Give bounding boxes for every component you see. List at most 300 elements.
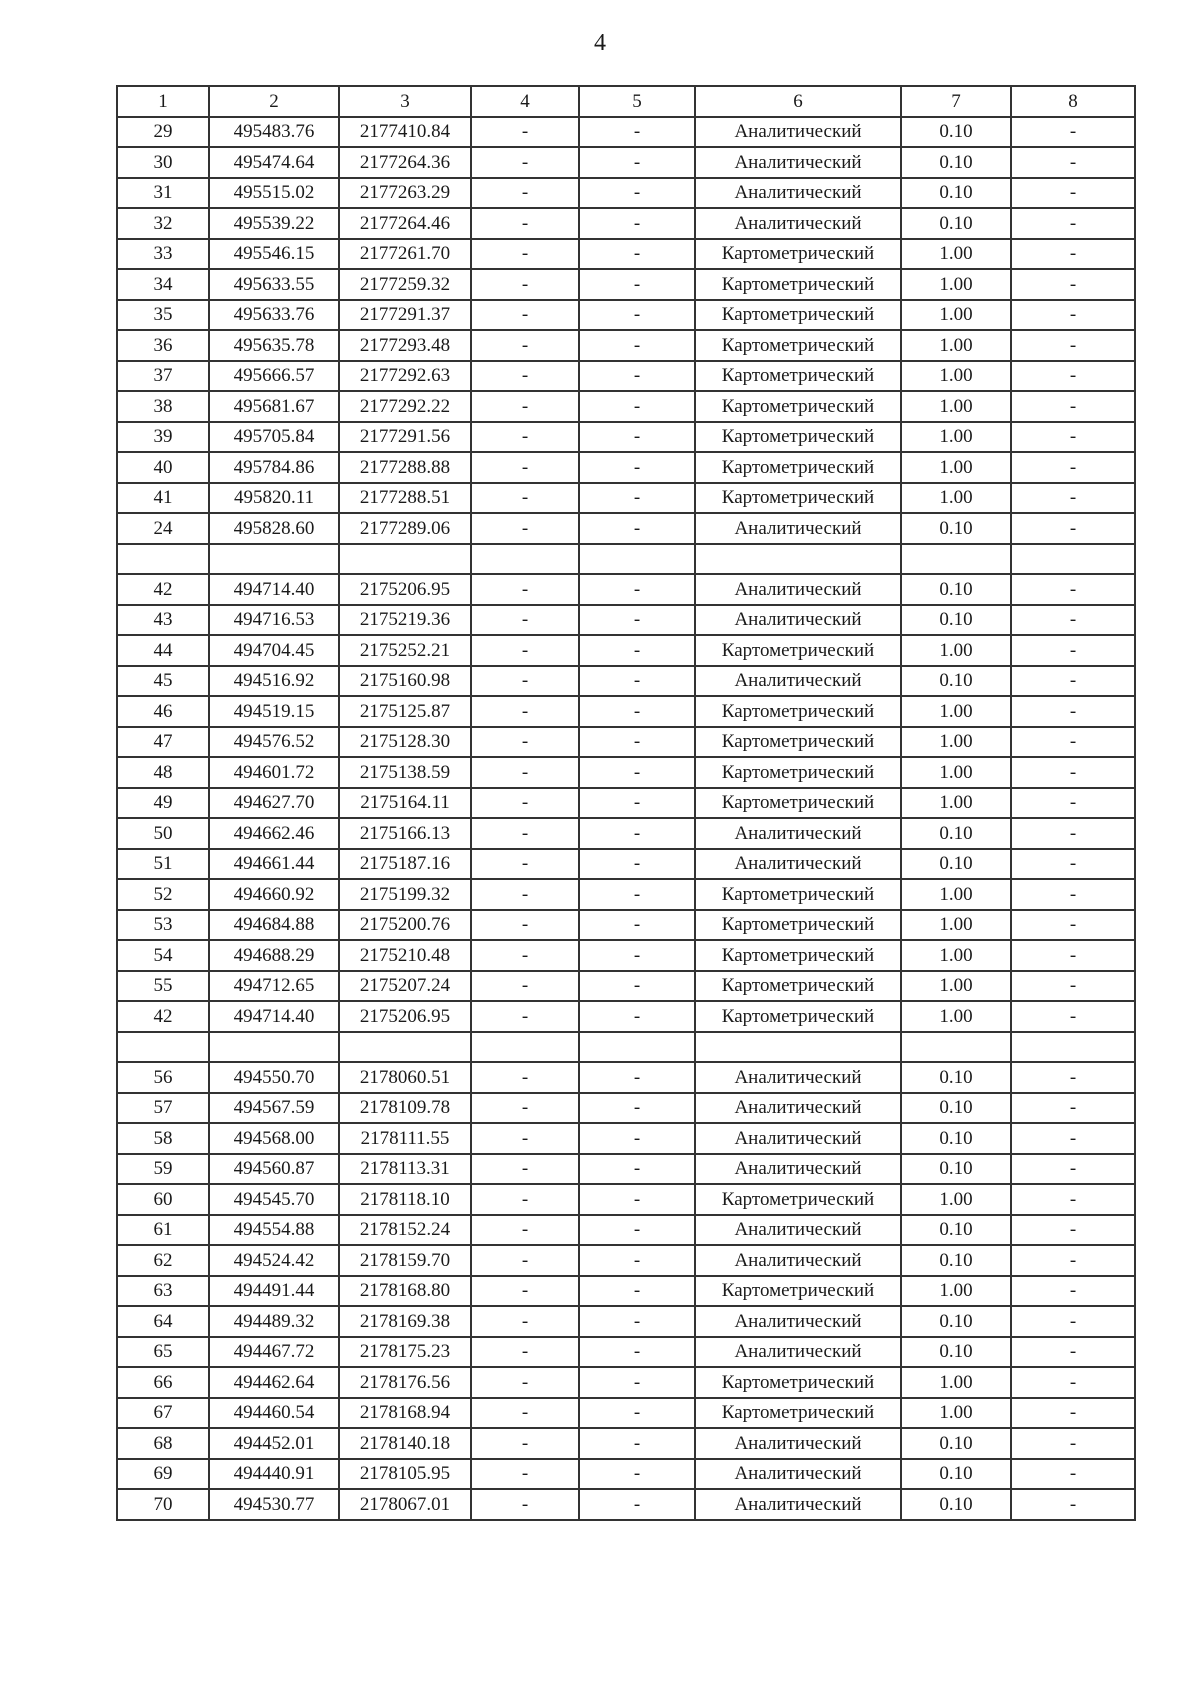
table-cell: 1.00 bbox=[901, 300, 1011, 331]
table-cell: 57 bbox=[117, 1093, 209, 1124]
table-cell: 495474.64 bbox=[209, 147, 339, 178]
table-cell: Аналитический bbox=[695, 666, 901, 697]
table-cell: - bbox=[579, 940, 695, 971]
table-cell: - bbox=[579, 1367, 695, 1398]
table-cell: 2178168.94 bbox=[339, 1398, 471, 1429]
table-cell: Картометрический bbox=[695, 452, 901, 483]
table-cell: - bbox=[471, 1062, 579, 1093]
table-cell: 0.10 bbox=[901, 1062, 1011, 1093]
table-cell bbox=[471, 544, 579, 575]
table-cell: - bbox=[1011, 1306, 1135, 1337]
table-cell: 1.00 bbox=[901, 971, 1011, 1002]
table-cell bbox=[209, 544, 339, 575]
table-cell: 40 bbox=[117, 452, 209, 483]
table-cell: 494684.88 bbox=[209, 910, 339, 941]
table-cell: 495633.55 bbox=[209, 269, 339, 300]
table-cell: 1.00 bbox=[901, 879, 1011, 910]
table-cell: 494452.01 bbox=[209, 1428, 339, 1459]
table-cell: - bbox=[471, 757, 579, 788]
table-row bbox=[117, 452, 1135, 483]
table-cell: - bbox=[579, 239, 695, 270]
table-cell: - bbox=[471, 635, 579, 666]
table-cell: - bbox=[471, 239, 579, 270]
table-row bbox=[117, 330, 1135, 361]
column-header: 2 bbox=[209, 86, 339, 117]
table-cell: 0.10 bbox=[901, 574, 1011, 605]
table-cell: 2175206.95 bbox=[339, 1001, 471, 1032]
table-cell: Картометрический bbox=[695, 239, 901, 270]
table-cell: - bbox=[1011, 1489, 1135, 1520]
table-cell: 44 bbox=[117, 635, 209, 666]
table-row bbox=[117, 788, 1135, 819]
table-cell: 494567.59 bbox=[209, 1093, 339, 1124]
table-row bbox=[117, 1276, 1135, 1307]
table-cell: 2178105.95 bbox=[339, 1459, 471, 1490]
table-row bbox=[117, 117, 1135, 148]
table-row bbox=[117, 1093, 1135, 1124]
table-cell bbox=[117, 544, 209, 575]
table-cell: 2175206.95 bbox=[339, 574, 471, 605]
table-cell: - bbox=[1011, 1459, 1135, 1490]
table-cell: 70 bbox=[117, 1489, 209, 1520]
table-cell: 0.10 bbox=[901, 849, 1011, 880]
table-cell: Картометрический bbox=[695, 330, 901, 361]
table-cell: 2178109.78 bbox=[339, 1093, 471, 1124]
table-cell: 1.00 bbox=[901, 1367, 1011, 1398]
table-cell: 495820.11 bbox=[209, 483, 339, 514]
table-cell: - bbox=[471, 1276, 579, 1307]
column-header: 4 bbox=[471, 86, 579, 117]
table-cell: 2177264.46 bbox=[339, 208, 471, 239]
table-cell: - bbox=[471, 1154, 579, 1185]
table-cell: - bbox=[1011, 208, 1135, 239]
table-cell: - bbox=[471, 178, 579, 209]
table-cell: 0.10 bbox=[901, 1306, 1011, 1337]
table-cell: Картометрический bbox=[695, 788, 901, 819]
table-header-row bbox=[117, 86, 1135, 117]
table-cell: 45 bbox=[117, 666, 209, 697]
table-cell: 2175125.87 bbox=[339, 696, 471, 727]
table-cell: Картометрический bbox=[695, 971, 901, 1002]
table-cell: 2178175.23 bbox=[339, 1337, 471, 1368]
table-cell: Картометрический bbox=[695, 1276, 901, 1307]
table-cell: - bbox=[471, 971, 579, 1002]
table-cell: 494661.44 bbox=[209, 849, 339, 880]
table-cell: 1.00 bbox=[901, 361, 1011, 392]
table-cell: 1.00 bbox=[901, 910, 1011, 941]
column-header: 6 bbox=[695, 86, 901, 117]
table-cell: 62 bbox=[117, 1245, 209, 1276]
table-row bbox=[117, 147, 1135, 178]
table-cell: 2175164.11 bbox=[339, 788, 471, 819]
table-cell: Аналитический bbox=[695, 1306, 901, 1337]
table-cell: Аналитический bbox=[695, 1215, 901, 1246]
table-cell: 33 bbox=[117, 239, 209, 270]
table-cell: 1.00 bbox=[901, 422, 1011, 453]
table-cell: 494530.77 bbox=[209, 1489, 339, 1520]
table-cell: - bbox=[579, 178, 695, 209]
table-cell: 494440.91 bbox=[209, 1459, 339, 1490]
table-cell: 495483.76 bbox=[209, 117, 339, 148]
table-cell: 2175200.76 bbox=[339, 910, 471, 941]
table-cell: Аналитический bbox=[695, 513, 901, 544]
table-row bbox=[117, 544, 1135, 575]
table-cell: 38 bbox=[117, 391, 209, 422]
table-cell: 495515.02 bbox=[209, 178, 339, 209]
table-row bbox=[117, 1245, 1135, 1276]
table-cell bbox=[901, 544, 1011, 575]
table-cell: 43 bbox=[117, 605, 209, 636]
table-cell: 2175210.48 bbox=[339, 940, 471, 971]
table-row bbox=[117, 391, 1135, 422]
table-cell: 2177289.06 bbox=[339, 513, 471, 544]
table-cell: 0.10 bbox=[901, 818, 1011, 849]
table-cell: 1.00 bbox=[901, 635, 1011, 666]
table-cell: 2175252.21 bbox=[339, 635, 471, 666]
table-cell: - bbox=[471, 1093, 579, 1124]
table-cell: - bbox=[1011, 1123, 1135, 1154]
table-row bbox=[117, 696, 1135, 727]
table-row bbox=[117, 910, 1135, 941]
table-cell: - bbox=[471, 1123, 579, 1154]
table-cell: Аналитический bbox=[695, 1093, 901, 1124]
table-cell: - bbox=[471, 422, 579, 453]
table-cell: 2177288.88 bbox=[339, 452, 471, 483]
table-row bbox=[117, 361, 1135, 392]
table-cell: Аналитический bbox=[695, 1123, 901, 1154]
table-cell: - bbox=[579, 605, 695, 636]
table-cell: - bbox=[471, 727, 579, 758]
table-cell: 1.00 bbox=[901, 727, 1011, 758]
table-cell: - bbox=[579, 1459, 695, 1490]
table-row bbox=[117, 513, 1135, 544]
table-row bbox=[117, 1123, 1135, 1154]
table-cell: Картометрический bbox=[695, 422, 901, 453]
table-cell: 2177288.51 bbox=[339, 483, 471, 514]
table-cell: Картометрический bbox=[695, 696, 901, 727]
table-cell: - bbox=[579, 1489, 695, 1520]
table-row bbox=[117, 574, 1135, 605]
table-row bbox=[117, 879, 1135, 910]
table-cell: - bbox=[579, 422, 695, 453]
table-cell: - bbox=[1011, 483, 1135, 514]
table-cell: 2178118.10 bbox=[339, 1184, 471, 1215]
table-cell: - bbox=[1011, 1398, 1135, 1429]
table-cell: - bbox=[579, 818, 695, 849]
table-cell: Картометрический bbox=[695, 1001, 901, 1032]
table-cell: - bbox=[471, 1001, 579, 1032]
table-row bbox=[117, 818, 1135, 849]
table-cell: 495666.57 bbox=[209, 361, 339, 392]
table-cell: 2178067.01 bbox=[339, 1489, 471, 1520]
table-cell: 2178060.51 bbox=[339, 1062, 471, 1093]
table-cell: Картометрический bbox=[695, 910, 901, 941]
table-cell: 32 bbox=[117, 208, 209, 239]
table-cell: 495784.86 bbox=[209, 452, 339, 483]
table-cell: 34 bbox=[117, 269, 209, 300]
table-cell: 1.00 bbox=[901, 788, 1011, 819]
column-header: 8 bbox=[1011, 86, 1135, 117]
table-cell: Картометрический bbox=[695, 940, 901, 971]
table-cell: Картометрический bbox=[695, 300, 901, 331]
table-cell: Картометрический bbox=[695, 361, 901, 392]
table-cell: 2177264.36 bbox=[339, 147, 471, 178]
table-cell bbox=[471, 1032, 579, 1063]
table-cell: 1.00 bbox=[901, 391, 1011, 422]
table-cell: 2175138.59 bbox=[339, 757, 471, 788]
table-cell: 1.00 bbox=[901, 483, 1011, 514]
table-cell: - bbox=[471, 330, 579, 361]
table-cell: - bbox=[471, 483, 579, 514]
table-cell: 2175166.13 bbox=[339, 818, 471, 849]
table-cell: 67 bbox=[117, 1398, 209, 1429]
table-cell: Аналитический bbox=[695, 605, 901, 636]
table-cell: - bbox=[579, 1428, 695, 1459]
table-cell: - bbox=[471, 1306, 579, 1337]
table-cell: - bbox=[471, 605, 579, 636]
table-cell: - bbox=[1011, 239, 1135, 270]
table-cell: - bbox=[579, 727, 695, 758]
table-row bbox=[117, 1367, 1135, 1398]
column-header: 5 bbox=[579, 86, 695, 117]
table-cell: Аналитический bbox=[695, 818, 901, 849]
table-cell: 49 bbox=[117, 788, 209, 819]
table-cell: - bbox=[1011, 117, 1135, 148]
table-cell bbox=[209, 1032, 339, 1063]
table-cell: 37 bbox=[117, 361, 209, 392]
table-cell: - bbox=[471, 696, 579, 727]
table-cell: 53 bbox=[117, 910, 209, 941]
table-cell: 495635.78 bbox=[209, 330, 339, 361]
table-cell: - bbox=[471, 513, 579, 544]
table-cell: Картометрический bbox=[695, 483, 901, 514]
table-cell: Картометрический bbox=[695, 1398, 901, 1429]
table-cell: Аналитический bbox=[695, 1154, 901, 1185]
table-cell: - bbox=[579, 147, 695, 178]
table-cell: Картометрический bbox=[695, 757, 901, 788]
table-row bbox=[117, 757, 1135, 788]
table-cell: - bbox=[1011, 1062, 1135, 1093]
table-cell: - bbox=[471, 1428, 579, 1459]
table-cell: 1.00 bbox=[901, 330, 1011, 361]
table-cell: 494516.92 bbox=[209, 666, 339, 697]
table-cell: 494627.70 bbox=[209, 788, 339, 819]
table-cell: 52 bbox=[117, 879, 209, 910]
table-cell: - bbox=[579, 361, 695, 392]
table-cell: - bbox=[1011, 757, 1135, 788]
table-cell: 494519.15 bbox=[209, 696, 339, 727]
table-cell: - bbox=[579, 1245, 695, 1276]
table-cell: - bbox=[1011, 727, 1135, 758]
table-cell bbox=[1011, 544, 1135, 575]
table-row bbox=[117, 1428, 1135, 1459]
table-cell: - bbox=[1011, 391, 1135, 422]
table-cell: 2178168.80 bbox=[339, 1276, 471, 1307]
table-cell: 41 bbox=[117, 483, 209, 514]
table-cell: - bbox=[1011, 635, 1135, 666]
table-cell: Аналитический bbox=[695, 178, 901, 209]
column-header: 1 bbox=[117, 86, 209, 117]
table-cell: 2177410.84 bbox=[339, 117, 471, 148]
table-cell: - bbox=[471, 940, 579, 971]
table-cell bbox=[695, 544, 901, 575]
table-cell: - bbox=[471, 910, 579, 941]
table-cell: 494550.70 bbox=[209, 1062, 339, 1093]
table-cell: - bbox=[1011, 269, 1135, 300]
table-cell: 2177259.32 bbox=[339, 269, 471, 300]
table-cell: - bbox=[1011, 178, 1135, 209]
table-cell: - bbox=[579, 849, 695, 880]
table-cell: - bbox=[1011, 666, 1135, 697]
table-row bbox=[117, 1032, 1135, 1063]
table-cell: 64 bbox=[117, 1306, 209, 1337]
table-cell: - bbox=[579, 1123, 695, 1154]
table-cell: 2175187.16 bbox=[339, 849, 471, 880]
table-cell: 55 bbox=[117, 971, 209, 1002]
table-row bbox=[117, 1154, 1135, 1185]
table-cell: - bbox=[1011, 330, 1135, 361]
table-cell: - bbox=[579, 574, 695, 605]
table-cell: 494560.87 bbox=[209, 1154, 339, 1185]
table-cell: 69 bbox=[117, 1459, 209, 1490]
table-cell: 65 bbox=[117, 1337, 209, 1368]
table-cell: Аналитический bbox=[695, 574, 901, 605]
table-row bbox=[117, 1337, 1135, 1368]
table-cell bbox=[579, 544, 695, 575]
table-cell: - bbox=[471, 1337, 579, 1368]
table-cell: 0.10 bbox=[901, 1337, 1011, 1368]
table-cell: - bbox=[1011, 879, 1135, 910]
table-cell: - bbox=[579, 269, 695, 300]
table-cell: 0.10 bbox=[901, 208, 1011, 239]
table-cell: 0.10 bbox=[901, 666, 1011, 697]
table-cell: Картометрический bbox=[695, 391, 901, 422]
table-cell: 24 bbox=[117, 513, 209, 544]
table-cell: 0.10 bbox=[901, 1123, 1011, 1154]
table-cell: 59 bbox=[117, 1154, 209, 1185]
table-cell: - bbox=[1011, 940, 1135, 971]
table-cell: - bbox=[579, 391, 695, 422]
table-cell: 1.00 bbox=[901, 269, 1011, 300]
table-cell: 68 bbox=[117, 1428, 209, 1459]
table-cell: - bbox=[579, 971, 695, 1002]
table-cell: - bbox=[471, 452, 579, 483]
table-row bbox=[117, 940, 1135, 971]
table-cell: 0.10 bbox=[901, 605, 1011, 636]
table-cell: 0.10 bbox=[901, 1428, 1011, 1459]
table-cell: 1.00 bbox=[901, 757, 1011, 788]
table-cell: - bbox=[471, 1489, 579, 1520]
table-cell: - bbox=[471, 147, 579, 178]
table-cell: - bbox=[471, 1459, 579, 1490]
table-cell: 0.10 bbox=[901, 1489, 1011, 1520]
table-cell: - bbox=[1011, 1367, 1135, 1398]
table-cell: - bbox=[1011, 818, 1135, 849]
table-cell: - bbox=[1011, 147, 1135, 178]
table-cell: Аналитический bbox=[695, 147, 901, 178]
table-cell: - bbox=[471, 391, 579, 422]
table-cell: - bbox=[471, 361, 579, 392]
table-cell: - bbox=[1011, 1337, 1135, 1368]
table-cell: - bbox=[579, 1062, 695, 1093]
table-cell: - bbox=[579, 1184, 695, 1215]
table-row bbox=[117, 178, 1135, 209]
table-cell bbox=[901, 1032, 1011, 1063]
table-row bbox=[117, 269, 1135, 300]
table-cell: 494688.29 bbox=[209, 940, 339, 971]
table-cell: 494462.64 bbox=[209, 1367, 339, 1398]
table-cell: - bbox=[579, 330, 695, 361]
table-cell: 48 bbox=[117, 757, 209, 788]
table-cell: - bbox=[1011, 1184, 1135, 1215]
table-cell: 495705.84 bbox=[209, 422, 339, 453]
table-cell: 2177293.48 bbox=[339, 330, 471, 361]
table-cell: - bbox=[471, 117, 579, 148]
table-cell: 2178111.55 bbox=[339, 1123, 471, 1154]
table-cell: - bbox=[1011, 1154, 1135, 1185]
table-cell: - bbox=[579, 666, 695, 697]
table-cell: Аналитический bbox=[695, 1489, 901, 1520]
table-cell: - bbox=[1011, 849, 1135, 880]
table-cell: 494576.52 bbox=[209, 727, 339, 758]
table-cell: 0.10 bbox=[901, 1215, 1011, 1246]
table-cell: 0.10 bbox=[901, 1093, 1011, 1124]
table-cell: - bbox=[471, 879, 579, 910]
table-cell: 494524.42 bbox=[209, 1245, 339, 1276]
table-cell: 30 bbox=[117, 147, 209, 178]
table-cell: 494491.44 bbox=[209, 1276, 339, 1307]
table-cell: - bbox=[579, 757, 695, 788]
table-cell: - bbox=[579, 1001, 695, 1032]
table-cell: 61 bbox=[117, 1215, 209, 1246]
table-cell: Картометрический bbox=[695, 635, 901, 666]
table-cell: Аналитический bbox=[695, 849, 901, 880]
table-cell: Картометрический bbox=[695, 727, 901, 758]
table-cell: 494716.53 bbox=[209, 605, 339, 636]
table-cell: - bbox=[471, 1215, 579, 1246]
table-row bbox=[117, 300, 1135, 331]
table-cell: - bbox=[579, 1215, 695, 1246]
table-cell: 42 bbox=[117, 574, 209, 605]
table-row bbox=[117, 635, 1135, 666]
table-cell: - bbox=[1011, 910, 1135, 941]
table-cell: 54 bbox=[117, 940, 209, 971]
table-cell: - bbox=[579, 208, 695, 239]
table-cell: 2177292.63 bbox=[339, 361, 471, 392]
table-cell: - bbox=[471, 300, 579, 331]
table-cell: - bbox=[1011, 696, 1135, 727]
table-cell: 494714.40 bbox=[209, 574, 339, 605]
table-cell: 1.00 bbox=[901, 696, 1011, 727]
table-body bbox=[117, 86, 1135, 1520]
table-cell bbox=[695, 1032, 901, 1063]
table-cell: 2177263.29 bbox=[339, 178, 471, 209]
table-cell: - bbox=[1011, 422, 1135, 453]
table-cell: - bbox=[579, 483, 695, 514]
table-cell bbox=[1011, 1032, 1135, 1063]
table-cell: Картометрический bbox=[695, 1367, 901, 1398]
table-cell: 2178152.24 bbox=[339, 1215, 471, 1246]
table-cell: - bbox=[471, 208, 579, 239]
table-cell: 58 bbox=[117, 1123, 209, 1154]
table-cell: 2178113.31 bbox=[339, 1154, 471, 1185]
table-cell: - bbox=[1011, 1093, 1135, 1124]
table-cell: 2177292.22 bbox=[339, 391, 471, 422]
table-cell: Картометрический bbox=[695, 1184, 901, 1215]
table-cell bbox=[579, 1032, 695, 1063]
table-cell: - bbox=[579, 879, 695, 910]
table-cell: 35 bbox=[117, 300, 209, 331]
